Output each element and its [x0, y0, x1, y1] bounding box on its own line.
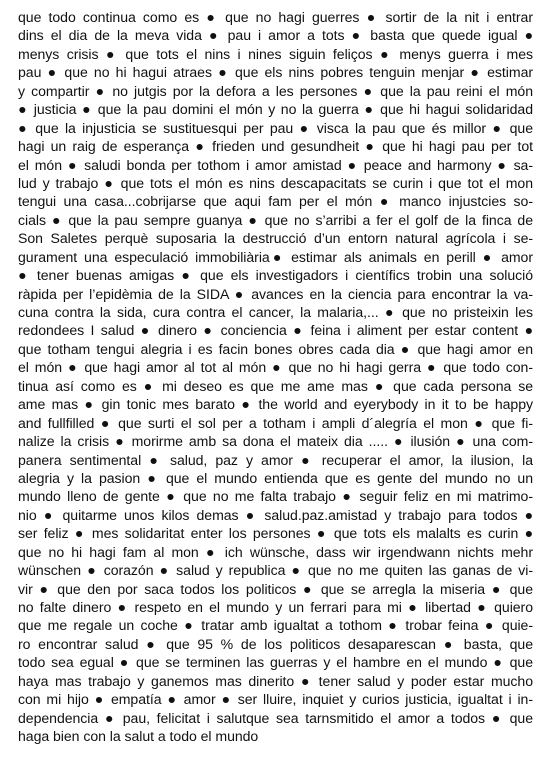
text-line: nalize la crisis ● morirme amb sa dona el mateix dia ..... ● ilusión ● una com- [18, 433, 533, 450]
text-line: vir ● que den por saca todos los politicos ● que se arregla la miseria ● que [18, 580, 533, 597]
text-line: nio ● quitarme unos kilos demas ● salud.paz.amistad y trabajo para todos ● [18, 506, 533, 523]
text-line: tinua así como es ● mi deseo es que me ame mas ● que cada persona se [18, 377, 533, 394]
text-line: no falte dinero ● respeto en el mundo y un ferrari para mi ● libertad ● quiero [18, 599, 533, 615]
text-line: que me regale un coche ● tratar amb igualtat a tothom ● trobar feina ● quie- [18, 617, 533, 634]
text-line: y compartir ● no jutgis por la defora a les persones ● que la pau reini el món [18, 82, 533, 99]
text-line: que no hi hagi fam al mon ● ich wünsche, dass wir irgendwann nichts mehr [18, 543, 533, 560]
text-line: lud y trabajo ● que tots el món es nins descapacitats se curin i que tot el mon [18, 174, 533, 191]
text-line: gurament una especulació immobiliària● estimar als animals en perill ● amor [18, 248, 533, 265]
text-line: cuna contra la sida, cura contra el cancer, la malaria,... ● que no pristeixin les [18, 304, 533, 320]
text-line: alegria y la pasion ● que el mundo entienda que es gente del mundo no un [18, 469, 533, 486]
text-line: el món ● saludi bonda per tothom i amor amistad ● peace and harmony ● sa- [18, 156, 533, 173]
text-line: hagi un raig de esperança ● frieden und gesundheit ● que hi hagi pau per tot [18, 138, 533, 155]
text-line: dependencia ● pau, felicitat i salutque sea tarnsmitido el amor a todos ● que [18, 709, 533, 726]
text-line: con mi hijo ● empatía ● amor ● ser lluire, inquiet y curios justicia, igualtat i in- [18, 691, 533, 708]
text-line: ● tener buenas amigas ● que els investigadors i científics trobin una solució [18, 267, 533, 284]
text-line: panera sentimental ● salud, paz y amor ● recuperar el amor, la ilusion, la [18, 451, 533, 468]
text-line: wünschen ● corazón ● salud y republica ● que no me quiten las ganas de vi- [18, 562, 533, 579]
text-line: cials ● que la pau sempre guanya ● que no s’arribi a fer el golf de la finca de [18, 211, 533, 228]
text-line-last: haga bien con la salut a todo el mundo [18, 728, 259, 745]
text-line: ro encontrar salud ● que 95 % de los politicos desaparescan ● basta, que [18, 635, 533, 652]
text-line: que todo continua como es ● que no hagi guerres ● sortir de la nit i entrar [18, 9, 533, 25]
text-line: pau ● que no hi hagui atraes ● que els nins pobres tenguin menjar ● estimar [18, 64, 533, 81]
text-line: haya mas trabajo y ganemos mas dinerito ● tener salud y poder estar mucho [18, 672, 533, 689]
text-line: redondees I salud ● dinero ● conciencia ● feina i aliment per estar content ● [18, 322, 533, 339]
text-line: tengui una casa...cobrijarse que aqui fam per el món ● manco injustcies so- [18, 193, 533, 210]
text-line: ser feliz ● mes solidaritat enter los persones ● que tots els malalts es curin ● [18, 525, 533, 542]
wishes-text-block [18, 8, 533, 746]
text-line: menys crisis ● que tots el nins i nines siguin feliços ● menys guerra i mes [18, 45, 533, 62]
text-line: and fullfilled ● que surti el sol per a totham i ampli d´alegría el mon ● que fi- [18, 414, 533, 431]
text-line: ràpida per l’epidèmia de la SIDA ● avances en la ciencia para encontrar la va- [18, 285, 533, 302]
text-line: todo sea egual ● que se terminen las guerras y el hambre en el mundo ● que [18, 654, 533, 671]
text-line: que totham tengui alegria i es facin bones obres cada dia ● que hagi amor en [18, 340, 533, 357]
text-line: Son Saletes perquè suposaria la destrucció d’un entorn natural agrícola i se- [18, 230, 533, 247]
text-line: ame mas ● gin tonic mes barato ● the world and eyerybody in it to be happy [18, 396, 533, 413]
text-line: dins el dia de la meva vida ● pau i amor a tots ● basta que quede igual ● [18, 27, 533, 44]
text-line: el món ● que hagi amor al tot al món ● que no hi hagi gerra ● que todo con- [18, 359, 533, 376]
text-line: ● justicia ● que la pau domini el món y no la guerra ● que hi hagui solidaridad [18, 101, 533, 118]
text-line: mundo lleno de gente ● que no me falta trabajo ● seguir feliz en mi matrimo- [18, 488, 533, 505]
text-line: ● que la injusticia se sustituesqui per pau ● visca la pau que és millor ● que [18, 119, 533, 136]
